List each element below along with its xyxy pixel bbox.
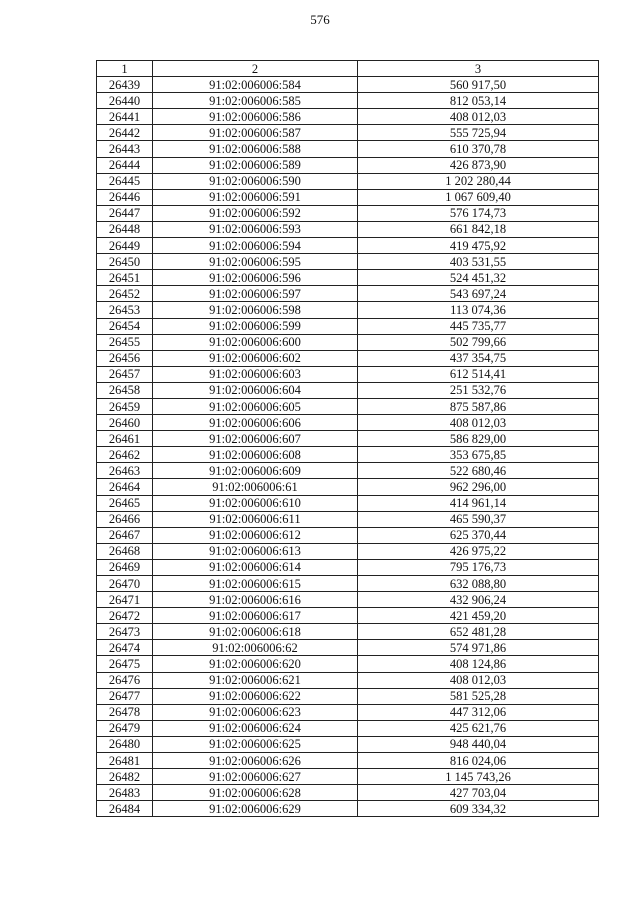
cell-cadastral-id: 91:02:006006:614 [153,559,358,575]
cell-cadastral-id: 91:02:006006:587 [153,125,358,141]
cell-cadastral-id: 91:02:006006:618 [153,624,358,640]
cell-value: 251 532,76 [358,382,599,398]
cell-value: 948 440,04 [358,736,599,752]
cell-row-number: 26461 [97,431,153,447]
cell-cadastral-id: 91:02:006006:628 [153,785,358,801]
cell-cadastral-id: 91:02:006006:615 [153,576,358,592]
table-row [97,511,599,527]
table-row [97,415,599,431]
cell-row-number: 26482 [97,769,153,785]
cell-row-number: 26447 [97,205,153,221]
table-row [97,447,599,463]
table-row [97,640,599,656]
cell-cadastral-id: 91:02:006006:605 [153,398,358,414]
cell-row-number: 26481 [97,753,153,769]
cell-cadastral-id: 91:02:006006:584 [153,77,358,93]
cell-row-number: 26477 [97,688,153,704]
cell-row-number: 26469 [97,559,153,575]
table-row [97,93,599,109]
cell-row-number: 26484 [97,801,153,817]
cell-row-number: 26466 [97,511,153,527]
cell-value: 612 514,41 [358,366,599,382]
cell-cadastral-id: 91:02:006006:617 [153,608,358,624]
cell-cadastral-id: 91:02:006006:592 [153,205,358,221]
cell-value: 437 354,75 [358,350,599,366]
cell-row-number: 26442 [97,125,153,141]
cell-cadastral-id: 91:02:006006:602 [153,350,358,366]
cell-cadastral-id: 91:02:006006:622 [153,688,358,704]
cell-value: 522 680,46 [358,463,599,479]
cell-row-number: 26472 [97,608,153,624]
cell-cadastral-id: 91:02:006006:606 [153,415,358,431]
cell-row-number: 26480 [97,736,153,752]
table-row [97,334,599,350]
cell-cadastral-id: 91:02:006006:588 [153,141,358,157]
cell-value: 625 370,44 [358,527,599,543]
cell-value: 502 799,66 [358,334,599,350]
cell-cadastral-id: 91:02:006006:623 [153,704,358,720]
cell-row-number: 26444 [97,157,153,173]
table-row [97,704,599,720]
cell-value: 962 296,00 [358,479,599,495]
cell-row-number: 26448 [97,221,153,237]
cell-value: 875 587,86 [358,398,599,414]
cell-value: 576 174,73 [358,205,599,221]
cell-row-number: 26456 [97,350,153,366]
cell-row-number: 26468 [97,543,153,559]
table-row [97,801,599,817]
cell-row-number: 26476 [97,672,153,688]
cell-row-number: 26463 [97,463,153,479]
cell-value: 1 202 280,44 [358,173,599,189]
cell-row-number: 26483 [97,785,153,801]
cell-value: 1 067 609,40 [358,189,599,205]
table-row [97,785,599,801]
cell-value: 465 590,37 [358,511,599,527]
cell-value: 425 621,76 [358,720,599,736]
cell-cadastral-id: 91:02:006006:591 [153,189,358,205]
cell-row-number: 26479 [97,720,153,736]
cell-row-number: 26443 [97,141,153,157]
cell-cadastral-id: 91:02:006006:613 [153,543,358,559]
cell-cadastral-id: 91:02:006006:62 [153,640,358,656]
cell-cadastral-id: 91:02:006006:626 [153,753,358,769]
cell-value: 447 312,06 [358,704,599,720]
cell-value: 414 961,14 [358,495,599,511]
cell-row-number: 26478 [97,704,153,720]
table-row [97,656,599,672]
cell-cadastral-id: 91:02:006006:595 [153,254,358,270]
cell-cadastral-id: 91:02:006006:627 [153,769,358,785]
table-row [97,141,599,157]
cell-value: 408 012,03 [358,415,599,431]
table-row [97,157,599,173]
cell-value: 427 703,04 [358,785,599,801]
cell-cadastral-id: 91:02:006006:599 [153,318,358,334]
cell-cadastral-id: 91:02:006006:609 [153,463,358,479]
cell-row-number: 26458 [97,382,153,398]
cell-row-number: 26475 [97,656,153,672]
table-row [97,753,599,769]
cell-row-number: 26459 [97,398,153,414]
cell-value: 795 176,73 [358,559,599,575]
table-row [97,302,599,318]
cell-value: 426 873,90 [358,157,599,173]
table-row [97,205,599,221]
cell-value: 543 697,24 [358,286,599,302]
cell-value: 581 525,28 [358,688,599,704]
table-header-row [97,61,599,77]
table-row [97,189,599,205]
table-row [97,527,599,543]
cell-row-number: 26471 [97,592,153,608]
cell-cadastral-id: 91:02:006006:590 [153,173,358,189]
cell-cadastral-id: 91:02:006006:608 [153,447,358,463]
cell-cadastral-id: 91:02:006006:598 [153,302,358,318]
cell-row-number: 26454 [97,318,153,334]
cell-value: 524 451,32 [358,270,599,286]
cell-value: 661 842,18 [358,221,599,237]
table-row [97,77,599,93]
cell-value: 421 459,20 [358,608,599,624]
table-row [97,559,599,575]
table-row [97,270,599,286]
table-row [97,592,599,608]
table-row [97,688,599,704]
table-row [97,382,599,398]
table-row [97,286,599,302]
cell-row-number: 26441 [97,109,153,125]
page-number: 576 [310,12,330,27]
table-row [97,318,599,334]
cell-value: 408 012,03 [358,109,599,125]
cell-row-number: 26465 [97,495,153,511]
column-header-value: 3 [358,61,599,77]
cell-cadastral-id: 91:02:006006:586 [153,109,358,125]
cell-row-number: 26439 [97,77,153,93]
column-header-number: 1 [97,61,153,77]
table-row [97,463,599,479]
cell-row-number: 26473 [97,624,153,640]
cadastral-value-table [96,60,599,817]
cell-value: 609 334,32 [358,801,599,817]
table-row [97,254,599,270]
cell-row-number: 26464 [97,479,153,495]
cell-cadastral-id: 91:02:006006:603 [153,366,358,382]
cell-value: 586 829,00 [358,431,599,447]
cell-row-number: 26457 [97,366,153,382]
cell-value: 426 975,22 [358,543,599,559]
table-row [97,398,599,414]
table-row [97,576,599,592]
cell-cadastral-id: 91:02:006006:612 [153,527,358,543]
table-row [97,608,599,624]
cell-value: 816 024,06 [358,753,599,769]
cell-value: 632 088,80 [358,576,599,592]
table-row [97,720,599,736]
cell-row-number: 26445 [97,173,153,189]
cell-cadastral-id: 91:02:006006:621 [153,672,358,688]
cell-value: 113 074,36 [358,302,599,318]
table-row [97,495,599,511]
table-row [97,736,599,752]
cell-cadastral-id: 91:02:006006:620 [153,656,358,672]
cell-cadastral-id: 91:02:006006:610 [153,495,358,511]
cell-row-number: 26460 [97,415,153,431]
cell-value: 610 370,78 [358,141,599,157]
cell-cadastral-id: 91:02:006006:589 [153,157,358,173]
cell-value: 574 971,86 [358,640,599,656]
table-row [97,769,599,785]
cell-cadastral-id: 91:02:006006:61 [153,479,358,495]
cell-cadastral-id: 91:02:006006:624 [153,720,358,736]
cell-value: 445 735,77 [358,318,599,334]
cell-value: 353 675,85 [358,447,599,463]
cell-cadastral-id: 91:02:006006:597 [153,286,358,302]
cell-row-number: 26446 [97,189,153,205]
cell-cadastral-id: 91:02:006006:594 [153,238,358,254]
cell-row-number: 26455 [97,334,153,350]
cell-value: 812 053,14 [358,93,599,109]
table-row [97,238,599,254]
table-row [97,173,599,189]
table-row [97,479,599,495]
cell-value: 1 145 743,26 [358,769,599,785]
cell-cadastral-id: 91:02:006006:593 [153,221,358,237]
cell-cadastral-id: 91:02:006006:585 [153,93,358,109]
cell-value: 432 906,24 [358,592,599,608]
table-row [97,350,599,366]
table-row [97,366,599,382]
table-body [97,77,599,817]
cell-row-number: 26470 [97,576,153,592]
cell-value: 560 917,50 [358,77,599,93]
cell-cadastral-id: 91:02:006006:616 [153,592,358,608]
table-row [97,125,599,141]
cell-row-number: 26450 [97,254,153,270]
cell-row-number: 26453 [97,302,153,318]
table-row [97,221,599,237]
cell-value: 555 725,94 [358,125,599,141]
cell-cadastral-id: 91:02:006006:604 [153,382,358,398]
cell-value: 403 531,55 [358,254,599,270]
cell-row-number: 26474 [97,640,153,656]
table-row [97,543,599,559]
cell-value: 652 481,28 [358,624,599,640]
cell-row-number: 26462 [97,447,153,463]
cell-value: 408 012,03 [358,672,599,688]
cell-value: 408 124,86 [358,656,599,672]
table-row [97,431,599,447]
cell-cadastral-id: 91:02:006006:629 [153,801,358,817]
cell-cadastral-id: 91:02:006006:600 [153,334,358,350]
table-row [97,672,599,688]
cell-row-number: 26451 [97,270,153,286]
cell-cadastral-id: 91:02:006006:625 [153,736,358,752]
cell-cadastral-id: 91:02:006006:596 [153,270,358,286]
cell-row-number: 26449 [97,238,153,254]
table-row [97,624,599,640]
cell-cadastral-id: 91:02:006006:607 [153,431,358,447]
table-row [97,109,599,125]
cell-row-number: 26467 [97,527,153,543]
cell-value: 419 475,92 [358,238,599,254]
column-header-cadastral-id: 2 [153,61,358,77]
cell-row-number: 26440 [97,93,153,109]
cell-row-number: 26452 [97,286,153,302]
cell-cadastral-id: 91:02:006006:611 [153,511,358,527]
